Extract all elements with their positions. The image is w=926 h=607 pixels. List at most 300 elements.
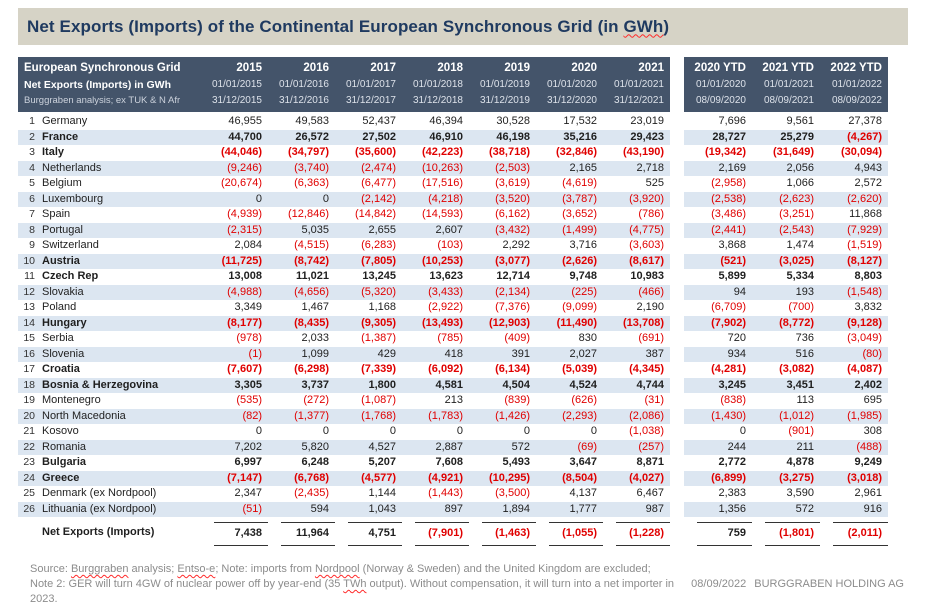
cell-year-value: (3,432)	[469, 223, 536, 239]
cell-year-value: (14,593)	[422, 208, 463, 220]
country-name: Czech Rep	[42, 270, 99, 282]
cell-year-value: 4,137	[569, 487, 597, 499]
row-number: 3	[29, 146, 35, 158]
row-number: 21	[23, 425, 35, 437]
header-year-2021	[603, 57, 670, 112]
cell-year-value: 429	[335, 347, 402, 363]
table-row	[18, 471, 890, 487]
table-row	[18, 424, 890, 440]
gap-column	[670, 409, 684, 425]
header-year-label: 2016	[303, 62, 329, 74]
gap-column	[670, 522, 684, 546]
cell-year-value: (4,515)	[294, 239, 329, 251]
cell-year-value: (7,147)	[201, 471, 268, 487]
cell-ytd-value: (31,649)	[773, 146, 814, 158]
header-year-label: 2021 YTD	[762, 62, 814, 74]
cell-year-value: (1,443)	[428, 487, 463, 499]
country-label-cell	[18, 114, 201, 130]
cell-ytd-value: 3,451	[752, 378, 820, 394]
cell-year-value: 6,248	[301, 456, 329, 468]
cell-year-value: (2,922)	[428, 301, 463, 313]
cell-year-value: (10,295)	[469, 471, 536, 487]
footer-note-2	[30, 577, 691, 607]
cell-ytd-value: (3,486)	[711, 208, 746, 220]
cell-year-value: (14,842)	[355, 208, 396, 220]
cell-year-value: 2,292	[502, 239, 530, 251]
cell-ytd-value: 193	[752, 285, 820, 301]
cell-year-value: (31)	[644, 394, 664, 406]
row-number: 18	[23, 378, 35, 391]
cell-year-value: (51)	[201, 502, 268, 518]
country-name: Luxembourg	[42, 192, 104, 205]
cell-year-value: 387	[603, 347, 670, 363]
header-year-2019	[469, 57, 536, 112]
footer-text: Source:	[30, 563, 71, 575]
cell-year-value: (7,805)	[335, 254, 402, 270]
cell-year-value: (6,363)	[294, 177, 329, 189]
table-row	[18, 378, 890, 394]
cell-year-value: (4,345)	[629, 363, 664, 375]
row-number: 8	[29, 223, 35, 236]
cell-year-value: 49,583	[295, 115, 329, 127]
total-year-value: 7,438	[214, 522, 268, 546]
table-row	[18, 176, 890, 192]
cell-ytd-value: (80)	[820, 347, 888, 363]
cell-year-value: 391	[469, 347, 536, 363]
country-label-cell	[18, 502, 201, 518]
header-end-date: 31/12/2020	[546, 95, 597, 106]
cell-ytd-value: 94	[684, 285, 752, 301]
footer-text: ; Note: imports from	[215, 563, 315, 575]
header-end-date: 31/12/2015	[211, 95, 262, 106]
cell-ytd-value: 11,868	[849, 208, 882, 220]
cell-ytd-value: 934	[684, 347, 752, 363]
cell-year-value: (4,775)	[603, 223, 670, 239]
cell-year-value: (2,503)	[469, 161, 536, 177]
cell-ytd-value: 28,727	[684, 130, 752, 146]
cell-year-value: 594	[268, 502, 335, 518]
header-year-label: 2021	[638, 62, 664, 74]
cell-year-value: (4,218)	[402, 192, 469, 208]
cell-ytd-value: (2,538)	[684, 192, 752, 208]
cell-year-value: (2,086)	[603, 409, 670, 425]
country-label-cell	[18, 161, 201, 177]
cell-year-value: (257)	[603, 440, 670, 456]
header-end-date: 31/12/2019	[479, 95, 530, 106]
cell-year-value: 6,467	[636, 487, 664, 499]
cell-year-value: (13,708)	[603, 316, 670, 332]
cell-year-value: 213	[444, 394, 463, 406]
cell-year-value: 4,524	[536, 378, 603, 394]
cell-year-value: (12,903)	[469, 316, 536, 332]
cell-year-value: (1)	[201, 347, 268, 363]
cell-ytd-value: 2,572	[854, 177, 882, 189]
cell-year-value: 3,737	[268, 378, 335, 394]
cell-year-value: (3,920)	[603, 192, 670, 208]
country-label-cell	[18, 176, 201, 192]
country-label-cell	[18, 331, 201, 347]
footer-text: Note 2: GER will turn 4GW of nuclear power off by year-end (35	[30, 578, 344, 590]
cell-year-value: (2,142)	[335, 192, 402, 208]
row-number: 26	[23, 502, 35, 515]
cell-year-value: 46,394	[429, 115, 463, 127]
cell-year-value: (42,223)	[422, 146, 463, 158]
header-start-date: 01/01/2022	[831, 79, 882, 90]
cell-year-value: (5,039)	[562, 363, 597, 375]
cell-ytd-value: (6,899)	[684, 471, 752, 487]
cell-year-value: (6,768)	[268, 471, 335, 487]
country-label-cell	[18, 269, 201, 285]
cell-year-value: (17,516)	[422, 177, 463, 189]
cell-year-value: (1,377)	[268, 409, 335, 425]
title-text: Net Exports (Imports) of the Continental European Synchronous Grid (in	[27, 16, 624, 36]
cell-year-value: 2,887	[402, 440, 469, 456]
cell-year-value: (3,787)	[536, 192, 603, 208]
cell-year-value: 12,714	[496, 270, 530, 282]
cell-year-value: 1,777	[536, 502, 603, 518]
cell-ytd-value: (19,342)	[705, 146, 746, 158]
country-label-cell	[18, 440, 201, 456]
cell-ytd-value: 2,772	[718, 456, 746, 468]
cell-ytd-value: 5,334	[786, 270, 814, 282]
cell-year-value: (978)	[236, 332, 262, 344]
cell-year-value: 3,349	[234, 301, 262, 313]
cell-year-value: (9,305)	[335, 316, 402, 332]
table-body	[18, 114, 890, 517]
table-row	[18, 130, 890, 146]
cell-year-value: 1,467	[301, 301, 329, 313]
cell-year-value: 3,716	[569, 239, 597, 251]
cell-year-value: (20,674)	[221, 177, 262, 189]
cell-year-value: (12,846)	[288, 208, 329, 220]
cell-ytd-value: 695	[863, 394, 882, 406]
header-label-cell	[18, 57, 201, 112]
cell-year-value: 0	[389, 425, 396, 437]
header-gap-column	[670, 57, 684, 112]
cell-year-value: (35,600)	[355, 146, 396, 158]
cell-ytd-value: 916	[820, 502, 888, 518]
table-total	[18, 522, 890, 546]
cell-year-value: 9,748	[569, 270, 597, 282]
cell-year-value: 52,437	[362, 115, 396, 127]
country-label-cell	[18, 378, 201, 394]
cell-year-value: 525	[645, 177, 664, 189]
footer-stamp	[691, 577, 906, 607]
cell-year-value: (3,077)	[469, 254, 536, 270]
cell-year-value: 3,647	[569, 456, 597, 468]
cell-ytd-value: (2,441)	[684, 223, 752, 239]
cell-ytd-value: (1,548)	[820, 285, 888, 301]
cell-ytd-value: 3,832	[854, 301, 882, 313]
row-number: 1	[29, 115, 35, 127]
table-header-row	[18, 57, 890, 112]
cell-ytd-value: (3,025)	[752, 254, 820, 270]
table-header	[18, 57, 890, 112]
cell-year-value: (2,293)	[536, 409, 603, 425]
country-label-cell	[18, 285, 201, 301]
gap-column	[670, 145, 684, 161]
cell-year-value: 0	[255, 425, 262, 437]
cell-year-value: 5,820	[268, 440, 335, 456]
net-exports-table	[18, 57, 890, 546]
cell-year-value: (4,027)	[603, 471, 670, 487]
cell-year-value: 44,700	[201, 130, 268, 146]
cell-ytd-value: (7,929)	[820, 223, 888, 239]
country-name: Montenegro	[42, 394, 101, 406]
gap-column	[670, 393, 684, 409]
cell-ytd-value: (4,281)	[711, 363, 746, 375]
cell-year-value: 1,099	[268, 347, 335, 363]
country-name: North Macedonia	[42, 409, 126, 422]
cell-year-value: (38,718)	[489, 146, 530, 158]
cell-year-value: (32,846)	[556, 146, 597, 158]
gap-column	[670, 176, 684, 192]
cell-year-value: 3,305	[201, 378, 268, 394]
header-start-date: 01/01/2021	[613, 79, 664, 90]
table-row	[18, 486, 890, 502]
country-label-cell	[18, 316, 201, 332]
country-name: Bosnia & Herzegovina	[42, 378, 159, 391]
header-year-label: 2020	[571, 62, 597, 74]
cell-year-value: (3,603)	[629, 239, 664, 251]
table-row	[18, 347, 890, 363]
footer-company: BURGGRABEN HOLDING AG	[754, 578, 904, 590]
table-row	[18, 145, 890, 161]
cell-year-value: (8,177)	[201, 316, 268, 332]
cell-year-value: (7,376)	[495, 301, 530, 313]
gap-column	[670, 362, 684, 378]
cell-year-value: 897	[402, 502, 469, 518]
country-label-cell	[18, 393, 201, 409]
page-title	[27, 17, 669, 37]
country-label-cell	[18, 471, 201, 487]
country-name: Denmark (ex Nordpool)	[42, 487, 157, 499]
row-number: 16	[23, 347, 35, 360]
cell-ytd-value: 113	[796, 394, 814, 406]
cell-year-value: (7,607)	[227, 363, 262, 375]
cell-ytd-value: 572	[752, 502, 820, 518]
cell-year-value: 418	[402, 347, 469, 363]
header-end-date: 31/12/2018	[412, 95, 463, 106]
gap-column	[670, 254, 684, 270]
header-end-date: 08/09/2021	[763, 95, 814, 106]
cell-year-value: (2,435)	[294, 487, 329, 499]
cell-year-value: (2,626)	[536, 254, 603, 270]
cell-ytd-value: (1,430)	[684, 409, 752, 425]
cell-year-value: 2,718	[603, 161, 670, 177]
cell-ytd-value: (9,128)	[820, 316, 888, 332]
header-end-date: 31/12/2017	[345, 95, 396, 106]
country-name: Serbia	[42, 332, 74, 344]
cell-year-value: 0	[456, 425, 463, 437]
cell-year-value: 5,035	[268, 223, 335, 239]
cell-ytd-value: (2,620)	[820, 192, 888, 208]
table-row	[18, 114, 890, 130]
spellcheck-flagged-word: TWh	[343, 578, 367, 590]
cell-year-value: 8,871	[636, 456, 664, 468]
gap-column	[670, 471, 684, 487]
cell-year-value: (409)	[504, 332, 530, 344]
table-row	[18, 285, 890, 301]
cell-ytd-value: 2,383	[718, 487, 746, 499]
country-name: Germany	[42, 115, 88, 127]
header-ytd-2020	[684, 57, 752, 112]
cell-year-value: (7,339)	[361, 363, 396, 375]
country-label-cell	[18, 347, 201, 363]
table-row	[18, 502, 890, 518]
cell-year-value: 6,997	[234, 456, 262, 468]
cell-year-value: (691)	[638, 332, 664, 344]
cell-year-value: (103)	[437, 239, 463, 251]
cell-year-value: 5,207	[368, 456, 396, 468]
country-name: Belgium	[42, 177, 82, 189]
row-number: 5	[29, 177, 35, 189]
gap-column	[670, 300, 684, 316]
header-year-2015	[201, 57, 268, 112]
table-row	[18, 409, 890, 425]
cell-year-value: 2,190	[636, 301, 664, 313]
row-number: 7	[29, 208, 35, 220]
country-name: Greece	[42, 471, 80, 484]
cell-year-value: 2,655	[335, 223, 402, 239]
cell-year-value: 4,744	[603, 378, 670, 394]
country-label-cell	[18, 130, 201, 146]
cell-year-value: 1,800	[335, 378, 402, 394]
country-name: Slovakia	[42, 285, 84, 298]
cell-year-value: 1,168	[368, 301, 396, 313]
cell-year-value: (3,619)	[495, 177, 530, 189]
country-name: Switzerland	[42, 239, 99, 251]
row-number: 11	[24, 270, 35, 282]
cell-year-value: (839)	[504, 394, 530, 406]
cell-year-value: 30,528	[496, 115, 530, 127]
country-label-cell	[18, 424, 201, 440]
cell-ytd-value: 2,402	[820, 378, 888, 394]
cell-ytd-value: 244	[684, 440, 752, 456]
table-row	[18, 238, 890, 254]
header-start-date: 01/01/2021	[763, 79, 814, 90]
cell-year-value: (8,742)	[268, 254, 335, 270]
header-start-date: 01/01/2015	[211, 79, 262, 90]
cell-year-value: (2,315)	[201, 223, 268, 239]
cell-ytd-value: 2,056	[752, 161, 820, 177]
header-year-label: 2015	[236, 62, 262, 74]
spellcheck-flagged-word: Nordpool	[314, 563, 360, 575]
row-number: 10	[23, 254, 35, 267]
header-year-label: 2018	[437, 62, 463, 74]
header-analysis-label: Burggraben analysis; ex TUK & N Afr	[24, 95, 181, 106]
total-label: Net Exports (Imports)	[42, 526, 155, 538]
cell-year-value: (4,577)	[335, 471, 402, 487]
row-number: 15	[23, 332, 35, 344]
cell-year-value: (4,988)	[201, 285, 268, 301]
cell-ytd-value: 516	[752, 347, 820, 363]
cell-ytd-value: (700)	[788, 301, 814, 313]
country-name: Lithuania (ex Nordpool)	[42, 502, 157, 515]
cell-year-value: 2,033	[301, 332, 329, 344]
cell-year-value: (1,087)	[361, 394, 396, 406]
total-label-cell	[18, 522, 201, 546]
cell-year-value: 46,198	[469, 130, 536, 146]
cell-year-value: (1,768)	[335, 409, 402, 425]
cell-year-value: (1,038)	[629, 425, 664, 437]
cell-year-value: (535)	[236, 394, 262, 406]
row-number: 14	[23, 316, 35, 329]
cell-ytd-value: (3,049)	[847, 332, 882, 344]
gap-column	[670, 331, 684, 347]
cell-year-value: (8,617)	[603, 254, 670, 270]
cell-ytd-value: 3,590	[786, 487, 814, 499]
row-number: 9	[29, 239, 35, 251]
cell-year-value: 7,608	[435, 456, 463, 468]
country-name: Slovenia	[42, 347, 85, 360]
gap-column	[670, 130, 684, 146]
row-number: 4	[29, 161, 35, 174]
cell-ytd-value: 211	[752, 440, 820, 456]
cell-ytd-value: 736	[795, 332, 814, 344]
cell-year-value: (9,246)	[201, 161, 268, 177]
country-name: Bulgaria	[42, 456, 87, 468]
title-gwh-text: GWh	[623, 16, 664, 36]
cell-ytd-value: (3,275)	[752, 471, 820, 487]
gap-column	[670, 285, 684, 301]
cell-year-value: (11,490)	[536, 316, 603, 332]
cell-year-value: (785)	[437, 332, 463, 344]
row-number: 25	[23, 487, 35, 499]
header-start-date: 01/01/2016	[278, 79, 329, 90]
gap-column	[670, 192, 684, 208]
row-number: 23	[23, 456, 35, 468]
footer	[30, 562, 906, 607]
cell-year-value: (6,477)	[361, 177, 396, 189]
cell-ytd-value: (1,985)	[820, 409, 888, 425]
country-name: Portugal	[42, 223, 83, 236]
cell-ytd-value: (901)	[788, 425, 814, 437]
cell-year-value: (6,283)	[361, 239, 396, 251]
cell-year-value: 29,423	[603, 130, 670, 146]
country-label-cell	[18, 238, 201, 254]
cell-year-value: 0	[523, 425, 530, 437]
cell-year-value: (44,046)	[221, 146, 262, 158]
table-row	[18, 269, 890, 285]
cell-year-value: (3,740)	[268, 161, 335, 177]
cell-year-value: (82)	[201, 409, 268, 425]
header-start-date: 01/01/2020	[546, 79, 597, 90]
cell-ytd-value: (838)	[720, 394, 746, 406]
cell-year-value: 4,581	[402, 378, 469, 394]
gap-column	[670, 486, 684, 502]
row-number: 12	[23, 285, 35, 298]
country-label-cell	[18, 409, 201, 425]
row-number: 2	[29, 130, 35, 143]
table-row	[18, 192, 890, 208]
cell-year-value: 13,245	[362, 270, 396, 282]
cell-ytd-value: (6,709)	[711, 301, 746, 313]
cell-year-value: 987	[603, 502, 670, 518]
cell-year-value: (69)	[536, 440, 603, 456]
country-label-cell	[18, 207, 201, 223]
header-start-date: 01/01/2017	[345, 79, 396, 90]
cell-year-value: (8,504)	[536, 471, 603, 487]
cell-year-value: 830	[578, 332, 597, 344]
row-number: 13	[23, 301, 35, 313]
cell-ytd-value: (30,094)	[841, 146, 882, 158]
footer-source-note	[30, 562, 906, 577]
table-row	[18, 316, 890, 332]
cell-ytd-value: 720	[727, 332, 746, 344]
gap-column	[670, 378, 684, 394]
cell-year-value: (6,162)	[495, 208, 530, 220]
